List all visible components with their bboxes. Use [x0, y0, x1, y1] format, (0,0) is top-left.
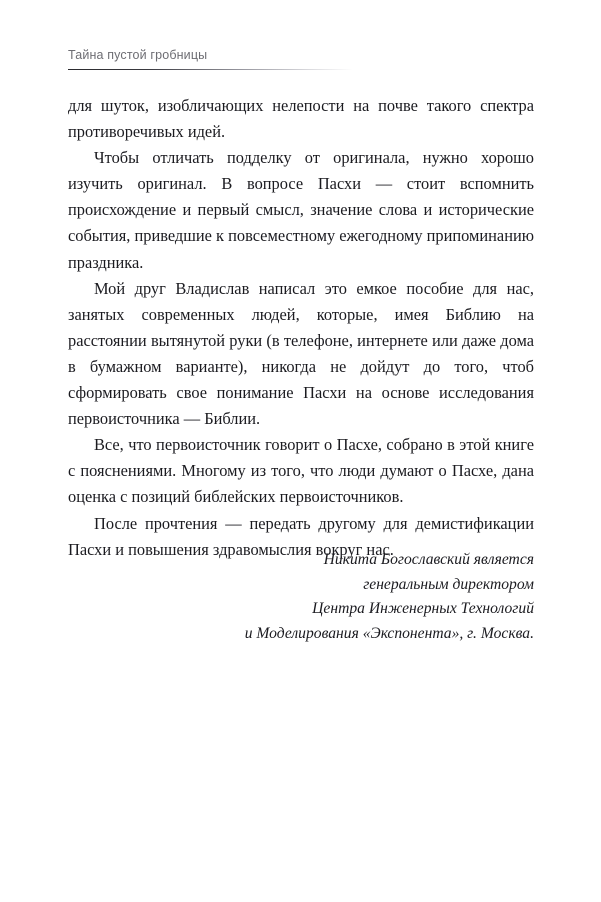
- paragraph: После прочтения — передать другому для демистификации Пасхи и повышения здравомыслия вокруг нас.: [68, 513, 534, 559]
- paragraph: Все, что первоисточник говорит о Пасхе, собрано в этой книге с пояснениями. Многому из того, что люди думают о Пасхе, дана оценка с позиций библейских первоисточников.: [68, 435, 534, 507]
- signature-line: Центра Инженерных Технологий: [312, 600, 534, 618]
- running-head: [68, 47, 533, 70]
- paragraph-continuation: для шуток, изобличающих нелепости на почве такого спектра противоречивых идей.: [68, 96, 534, 142]
- body-text-block: [68, 93, 534, 563]
- signature-line: Никита Богославский является: [323, 551, 534, 568]
- paragraph: Мой друг Владислав написал это емкое пособие для нас, занятых современных людей, которые, имея Библию на расстоянии вытянутой руки (в телефоне, интернете или даже дома в бумажном варианте), никогда не дойдут до того, чтоб сформировать свое понимание Пасхи на основе исследования первоисточника — Библии.: [68, 278, 534, 429]
- running-head-title: Тайна пустой гробницы: [68, 48, 208, 62]
- running-head-rule: [68, 69, 353, 70]
- paragraph: Чтобы отличать подделку от оригинала, нужно хорошо изучить оригинал. В вопросе Пасхи — стоит вспомнить происхождение и первый смысл, значение слова и исторические события, приведшие к повсеместному ежегодному припоминанию праздника.: [68, 148, 534, 272]
- signature-block: [68, 548, 534, 646]
- signature-line: генеральным директором: [363, 575, 534, 593]
- signature-line: и Моделирования «Экспонента», г. Москва.: [244, 624, 534, 642]
